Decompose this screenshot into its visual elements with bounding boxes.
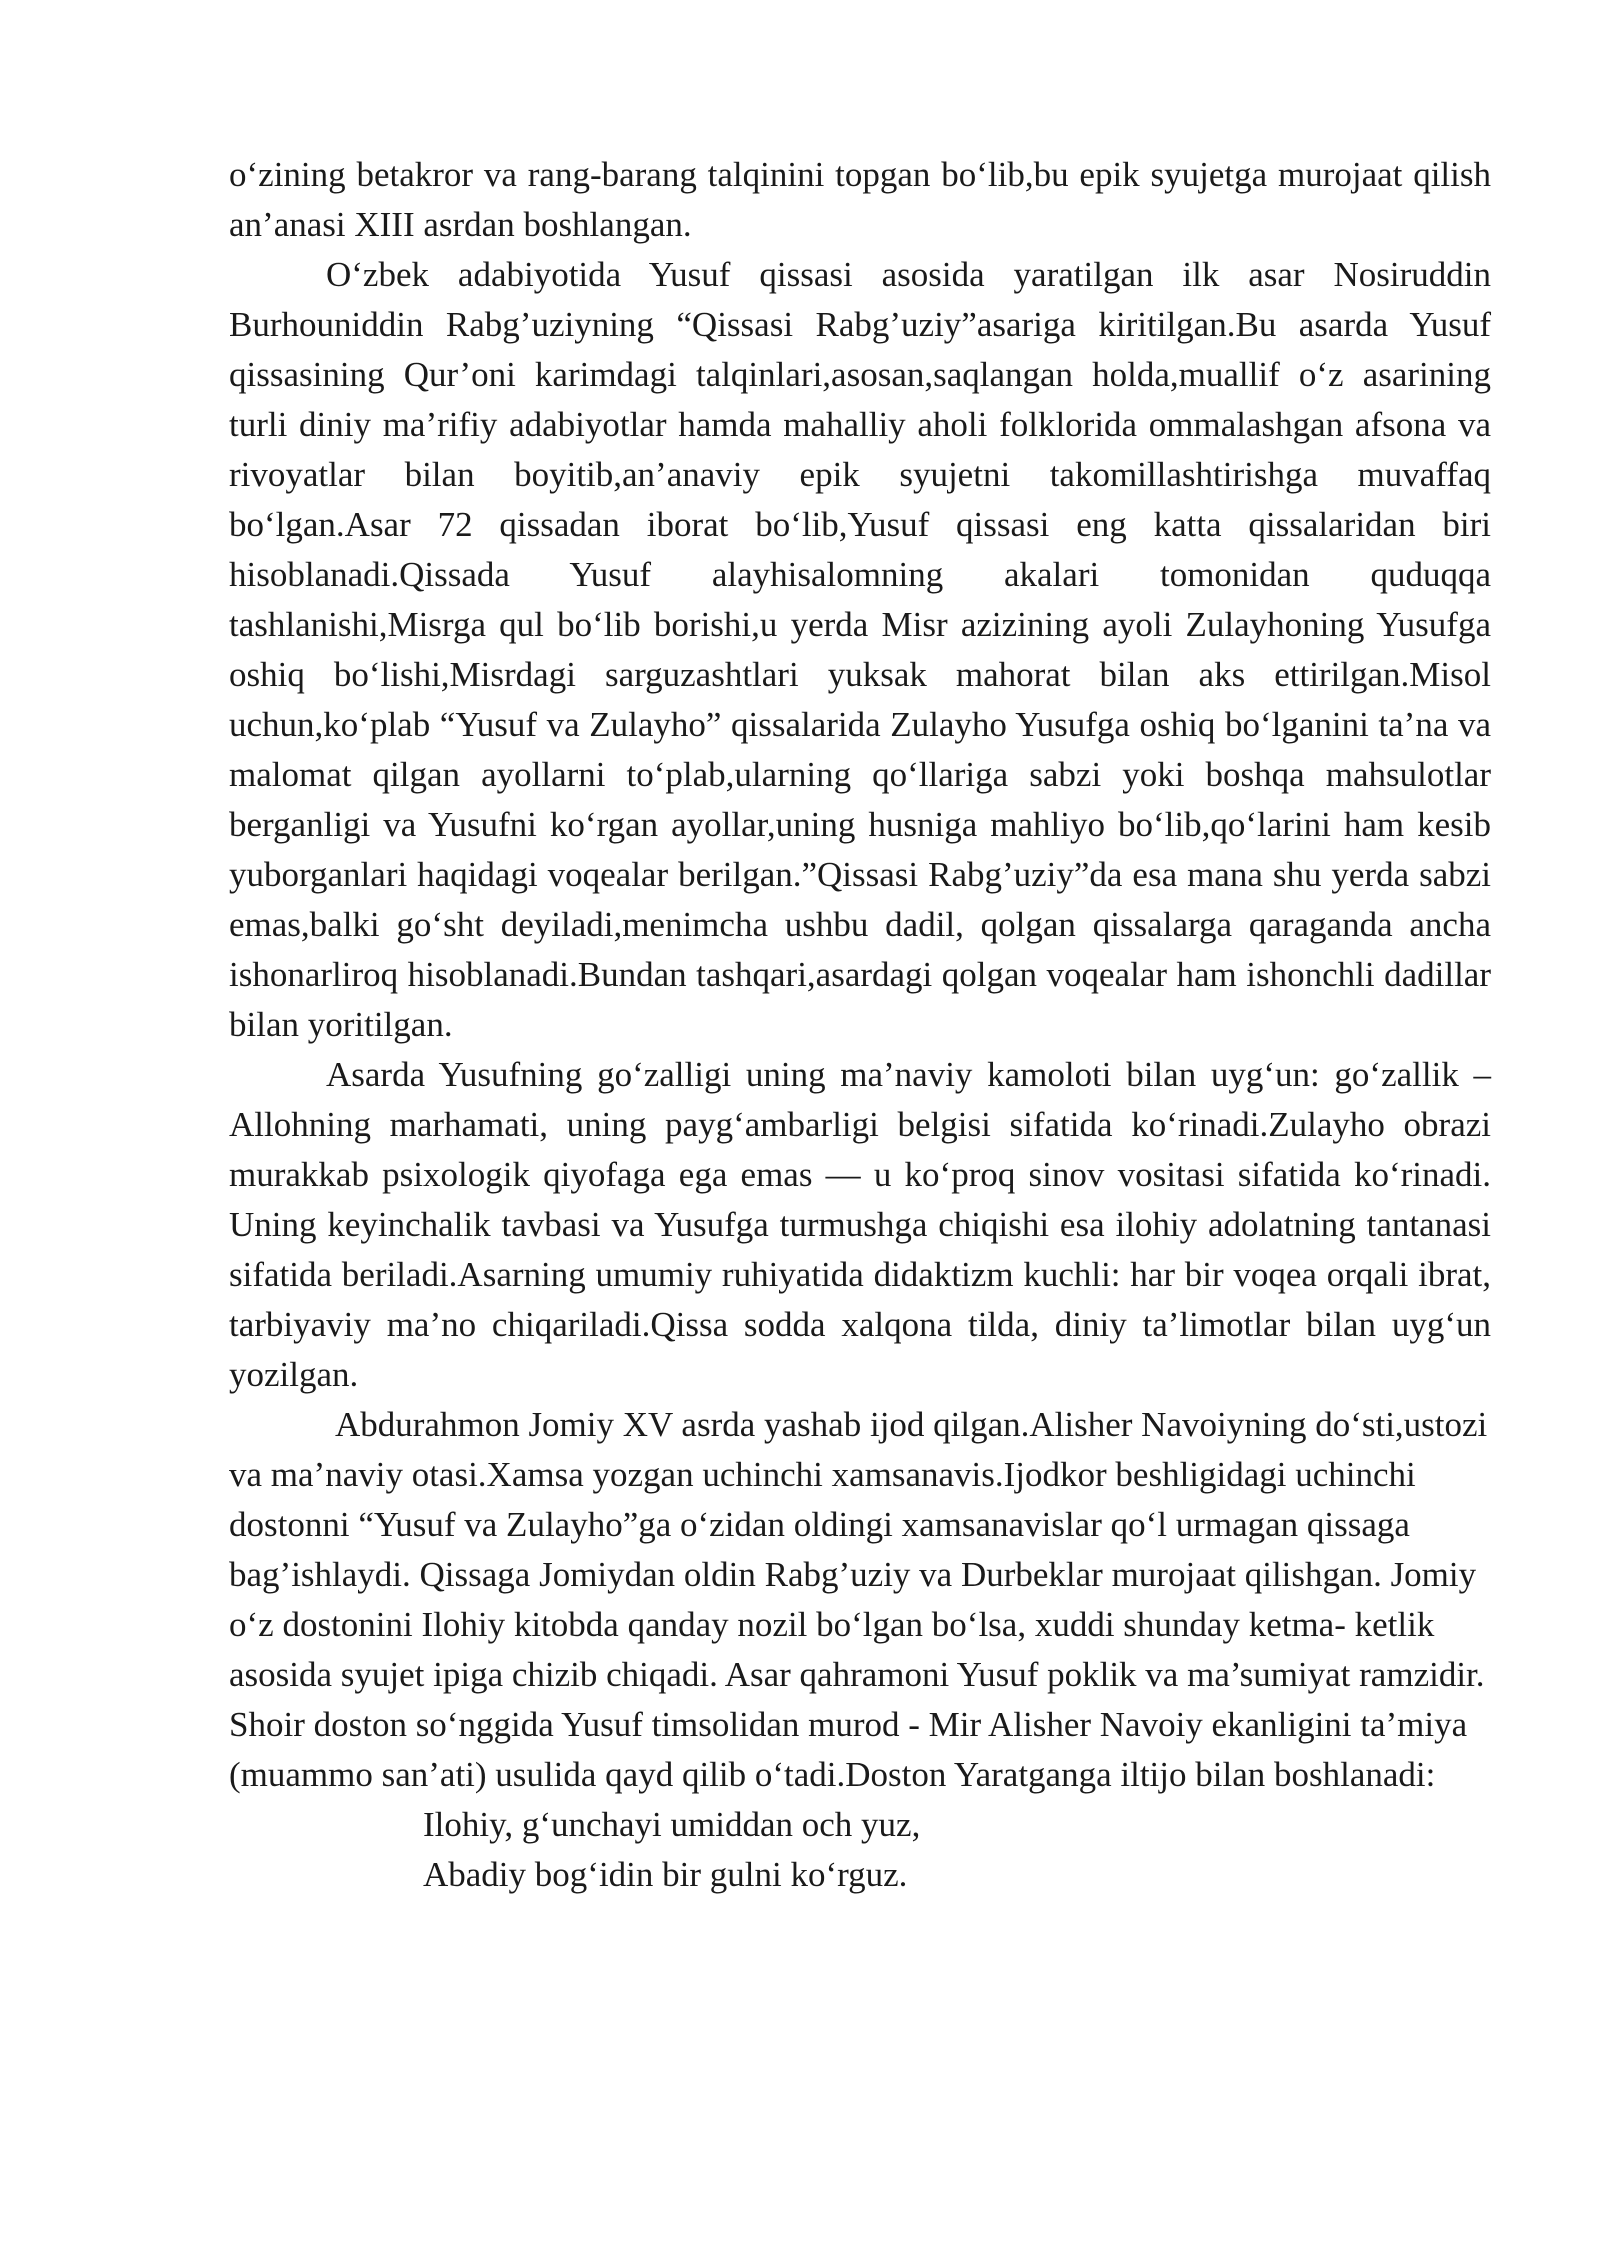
verse-line-1: Ilohiy, g‘unchayi umiddan och yuz,: [423, 1805, 921, 1844]
paragraph-1: o‘zining betakror va rang-barang talqinini topgan bo‘lib,bu epik syujetga murojaat qilish an’anasi XIII asrdan boshlangan.: [229, 155, 1491, 244]
paragraph-4: Abdurahmon Jomiy XV asrda yashab ijod qilgan.Alisher Navoiyning do‘sti,ustozi va ma’naviy otasi.Xamsa yozgan uchinchi xamsanavis.Ijodkor beshligidagi uchinchi dostonni “Yusuf va Zulayho”ga o‘zidan oldingi xamsanavislar qo‘l urmagan qissaga bag’ishlaydi. Qissaga Jomiydan oldin Rabg’uziy va Durbeklar murojaat qilishgan. Jomiy o‘z dostonini Ilohiy kitobda qanday nozil bo‘lgan bo‘lsa, xuddi shunday ketma- ketlik asosida syujet ipiga chizib chiqadi. Asar qahramoni Yusuf poklik va ma’sumiyat ramzidir. Shoir doston so‘nggida Yusuf timsolidan murod - Mir Alisher Navoiy ekanligini ta’miya (muammo san’ati) usulida qayd qilib o‘tadi.Doston Yaratganga iltijo bilan boshlanadi:: [229, 1405, 1488, 1794]
paragraph-2: O‘zbek adabiyotida Yusuf qissasi asosida yaratilgan ilk asar Nosiruddin Burhouniddin Rabg’uziyning “Qissasi Rabg’uziy”asariga kiritilgan.Bu asarda Yusuf qissasining Qur’oni karimdagi talqinlari,asosan,saqlangan holda,muallif o‘z asarining turli diniy ma’rifiy adabiyotlar hamda mahalliy aholi folklorida ommalashgan afsona va rivoyatlar bilan boyitib,an’anaviy epik syujetni takomillashtirishga muvaffaq bo‘lgan.Asar 72 qissadan iborat bo‘lib,Yusuf qissasi eng katta qissalaridan biri hisoblanadi.Qissada Yusuf alayhisalomning akalari tomonidan quduqqa tashlanishi,Misrga qul bo‘lib borishi,u yerda Misr azizining ayoli Zulayhoning Yusufga oshiq bo‘lishi,Misrdagi sarguzashtlari yuksak mahorat bilan aks ettirilgan.Misol uchun,ko‘plab “Yusuf va Zulayho” qissalarida Zulayho Yusufga oshiq bo‘lganini ta’na va malomat qilgan ayollarni to‘plab,ularning qo‘llariga sabzi yoki boshqa mahsulotlar berganligi va Yusufni ko‘rgan ayollar,uning husniga mahliyo bo‘lib,qo‘larini ham kesib yuborganlari haqidagi voqealar berilgan.”Qissasi Rabg’uziy”da esa mana shu yerda sabzi emas,balki go‘sht deyiladi,menimcha ushbu dadil, qolgan qissalarga qaraganda ancha ishonarliroq hisoblanadi.Bundan tashqari,asardagi qolgan voqealar ham ishonchli dadillar bilan yoritilgan.: [229, 255, 1491, 1044]
verse-line-2: Abadiy bog‘idin bir gulni ko‘rguz.: [423, 1855, 908, 1894]
document-page: [229, 150, 1491, 1900]
paragraph-3: Asarda Yusufning go‘zalligi uning ma’naviy kamoloti bilan uyg‘un: go‘zallik – Allohning marhamati, uning payg‘ambarligi belgisi sifatida ko‘rinadi.Zulayho obrazi murakkab psixologik qiyofaga ega emas — u ko‘proq sinov vositasi sifatida ko‘rinadi. Uning keyinchalik tavbasi va Yusufga turmushga chiqishi esa ilohiy adolatning tantanasi sifatida beriladi.Asarning umumiy ruhiyatida didaktizm kuchli: har bir voqea orqali ibrat, tarbiyaviy ma’no chiqariladi.Qissa sodda xalqona tilda, diniy ta’limotlar bilan uyg‘un yozilgan.: [229, 1055, 1491, 1394]
